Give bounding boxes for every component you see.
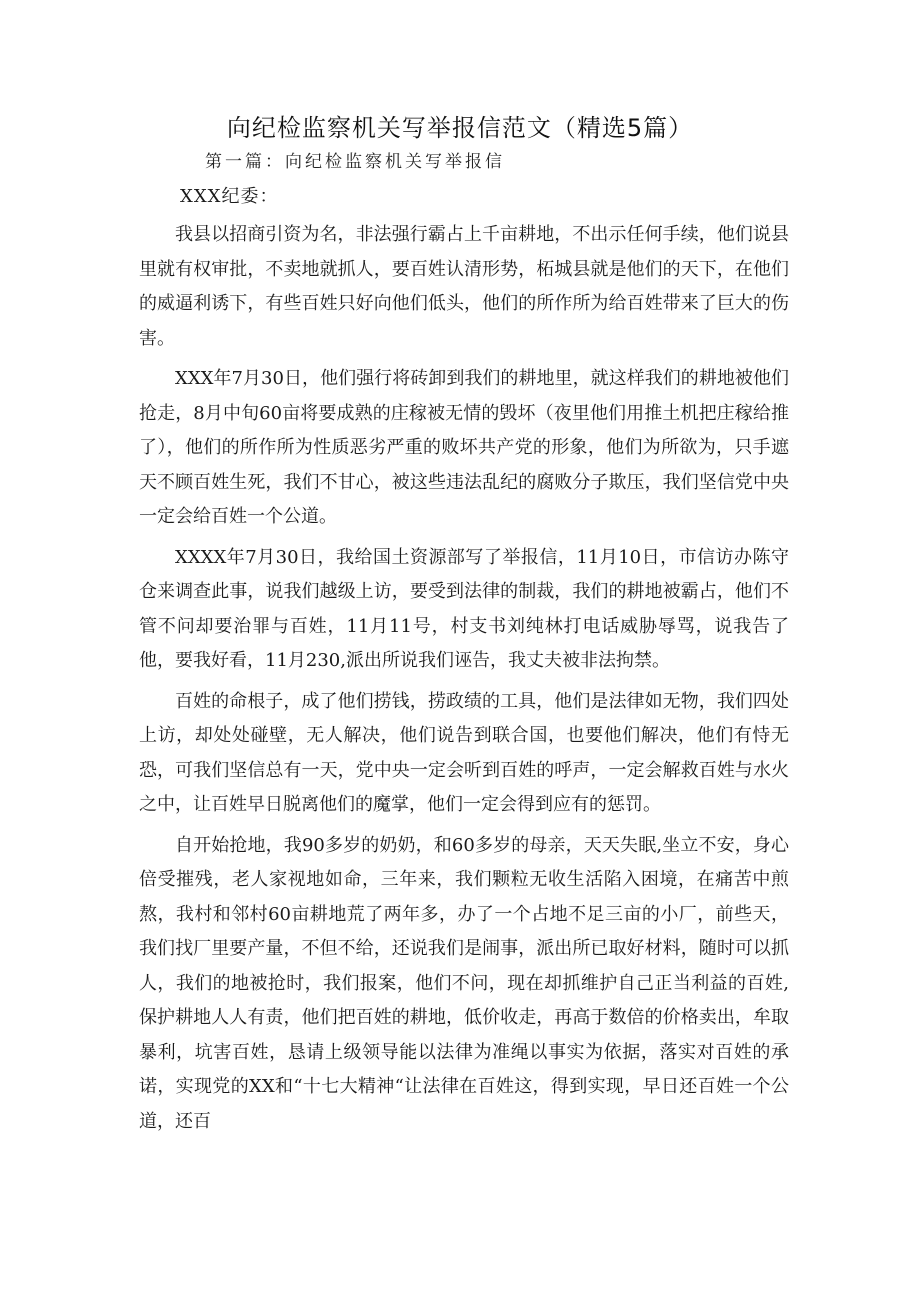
letter-body bbox=[139, 218, 789, 1145]
document-subtitle: 第一篇：向纪检监察机关写举报信 bbox=[205, 152, 505, 172]
body-paragraph: 百姓的命根子，成了他们捞钱，捞政绩的工具，他们是法律如无物，我们四处上访，却处处碰壁，无人解决，他们说告到联合国，也要他们解决，他们有恃无恐，可我们坚信总有一天，党中央一定会听到百姓的呼声，一定会解救百姓与水火之中，让百姓早日脱离他们的魔掌，他们一定会得到应有的惩罚。 bbox=[139, 690, 789, 815]
document-title: 向纪检监察机关写举报信范文（精选5篇） bbox=[226, 114, 694, 142]
body-paragraph: 我县以招商引资为名，非法强行霸占上千亩耕地，不出示任何手续，他们说县里就有权审批，不卖地就抓人，要百姓认清形势，柘城县就是他们的天下，在他们的威逼利诱下，有些百姓只好向他们低头，他们的所作所为给百姓带来了巨大的伤害。 bbox=[139, 224, 789, 349]
letter-salutation: XXX纪委： bbox=[180, 186, 279, 207]
body-paragraph: 自开始抢地，我90多岁的奶奶，和60多岁的母亲，天天失眠,坐立不安，身心倍受摧残，老人家视地如命，三年来，我们颗粒无收生活陷入困境，在痛苦中煎熬，我村和邻村60亩耕地荒了两年多，办了一个占地不足三亩的小厂，前些天，我们找厂里要产量，不但不给，还说我们是闹事，派出所已取好材料，随时可以抓人，我们的地被抢时，我们报案，他们不问，现在却抓维护自己正当利益的百姓,保护耕地人人有责，他们把百姓的耕地，低价收走，再高于数倍的价格卖出，牟取暴利，坑害百姓，恳请上级领导能以法律为准绳以事实为依据，落实对百姓的承诺，实现党的XX和“十七大精神“让法律在百姓这，得到实现，早日还百姓一个公道，还百 bbox=[139, 834, 789, 1132]
body-paragraph: XXXX年7月30日，我给国土资源部写了举报信，11月10日，市信访办陈守仓来调查此事，说我们越级上访，要受到法律的制裁，我们的耕地被霸占，他们不管不问却要治罪与百姓，11月11号，村支书刘纯林打电话威胁辱骂，说我告了他，要我好看，11月230,派出所说我们诬告，我丈夫被非法拘禁。 bbox=[139, 546, 789, 671]
body-paragraph: XXX年7月30日，他们强行将砖卸到我们的耕地里，就这样我们的耕地被他们抢走，8月中旬60亩将要成熟的庄稼被无情的毁坏（夜里他们用推土机把庄稼给推了），他们的所作所为性质恶劣严重的败坏共产党的形象，他们为所欲为，只手遮天不顾百姓生死，我们不甘心，被这些违法乱纪的腐败分子欺压，我们坚信党中央一定会给百姓一个公道。 bbox=[139, 368, 789, 527]
